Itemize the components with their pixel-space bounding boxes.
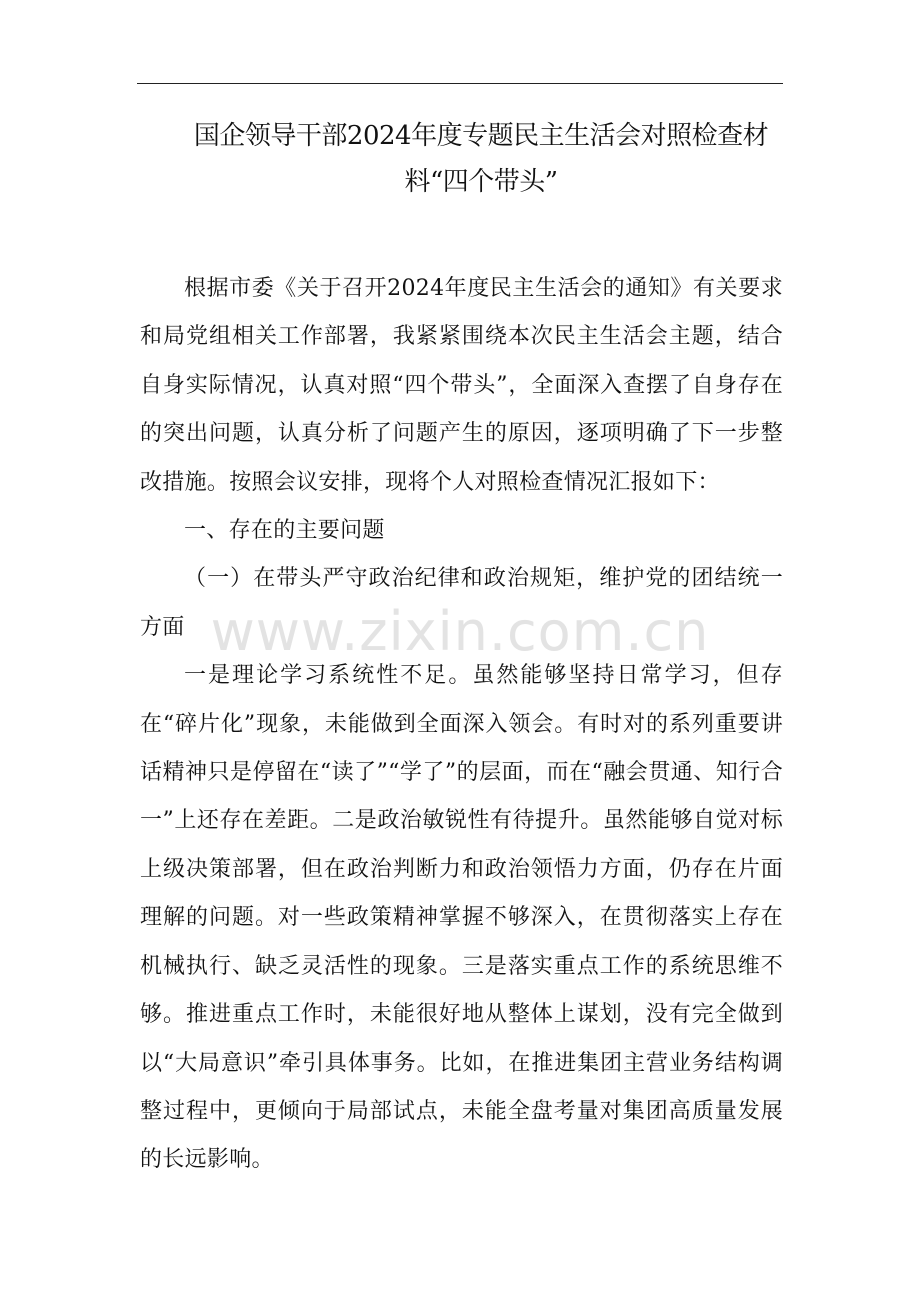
document-body	[140, 265, 783, 1185]
header-rule	[137, 83, 783, 84]
subsection-heading: （一）在带头严守政治纪律和政治规矩，维护党的团结统一方面	[140, 566, 783, 640]
watermark-text: www.zixin.com.cn	[210, 600, 710, 663]
body-paragraph: 一是理论学习系统性不足。虽然能够坚持日常学习，但存在“碎片化”现象，未能做到全面深入领会。有时对的系列重要讲话精神只是停留在“读了”“学了”的层面，而在“融会贯通、知行合一”上还存在差距。二是政治敏锐性有待提升。虽然能够自觉对标上级决策部署，但在政治判断力和政治领悟力方面，仍存在片面理解的问题。对一些政策精神掌握不够深入，在贯彻落实上存在机械执行、缺乏灵活性的现象。三是落实重点工作的系统思维不够。推进重点工作时，未能很好地从整体上谋划，没有完全做到以“大局意识”牵引具体事务。比如，在推进集团主营业务结构调整过程中，更倾向于局部试点，未能全盘考量对集团高质量发展的长远影响。	[140, 663, 783, 1173]
section-heading: 一、存在的主要问题	[184, 518, 385, 544]
document-title: 国企领导干部2024年度专题民主生活会对照检查材料“四个带头”	[193, 121, 769, 197]
intro-paragraph: 根据市委《关于召开2024年度民主生活会的通知》有关要求和局党组相关工作部署，我紧紧围绕本次民主生活会主题，结合自身实际情况，认真对照“四个带头”，全面深入查摆了自身存在的突出问题，认真分析了问题产生的原因，逐项明确了下一步整改措施。按照会议安排，现将个人对照检查情况汇报如下：	[140, 276, 783, 495]
